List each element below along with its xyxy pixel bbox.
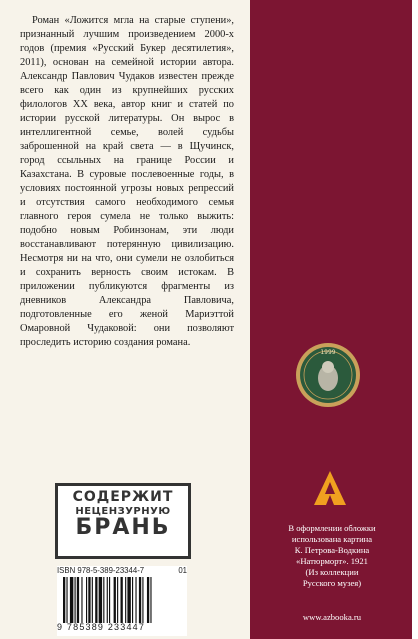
cover-art-credits: В оформлении обложки использована картина К. Петрова-Водкина «Натюрморт». 1921 (Из коллекции Русского музея)	[288, 523, 376, 588]
profanity-warning-badge	[55, 483, 191, 559]
ean-number: 9 785389 233447	[57, 622, 146, 632]
barcode-block	[57, 566, 187, 636]
warning-line-3: БРАНЬ	[75, 515, 171, 540]
medal-year: 1999	[320, 349, 336, 356]
publisher-logo-icon	[313, 470, 347, 506]
book-description: Роман «Ложится мгла на старые ступени», признанный лучшим произведением 2000-х годов (премия «Русский Букер десятилетия», 2011), основан на семейной истории автора. Александр Павлович Чудаков известен прежде всего как один из крупнейших русских филологов XX века, автор книг и статей по истории русской литературы. Он вырос в интеллигентной семье, волей судьбы заброшенной на край света — в Щучинск, город ссыльных на границе России и Казахстана. В суровые послевоенные годы, в условиях постоянной угрозы новых репрессий и отсутствия самого необходимого семья главного героя сумела не только выжить: подобно новым Робинзонам, эти люди восстанавливают потерянную цивилизацию. Несмотря ни на что, они сумели не озлобиться и сохранить верность своим истокам. В приложении публикуются фрагменты из дневников Александра Павловича, подготовленные его женой Мариэттой Омаровной Чудаковой: они позволяют проследить историю создания романа.	[20, 15, 234, 348]
publisher-website: www.azbooka.ru	[302, 612, 362, 622]
award-medal-icon	[295, 342, 361, 408]
isbn-suffix: 01	[178, 566, 187, 575]
barcode-icon	[63, 577, 183, 623]
warning-line-2: НЕЦЕНЗУРНУЮ	[75, 506, 171, 517]
warning-line-1: СОДЕРЖИТ	[72, 489, 174, 505]
isbn-row	[57, 566, 187, 575]
isbn-label: ISBN 978-5-389-23344-7	[57, 566, 145, 575]
cover-edge	[412, 0, 418, 639]
